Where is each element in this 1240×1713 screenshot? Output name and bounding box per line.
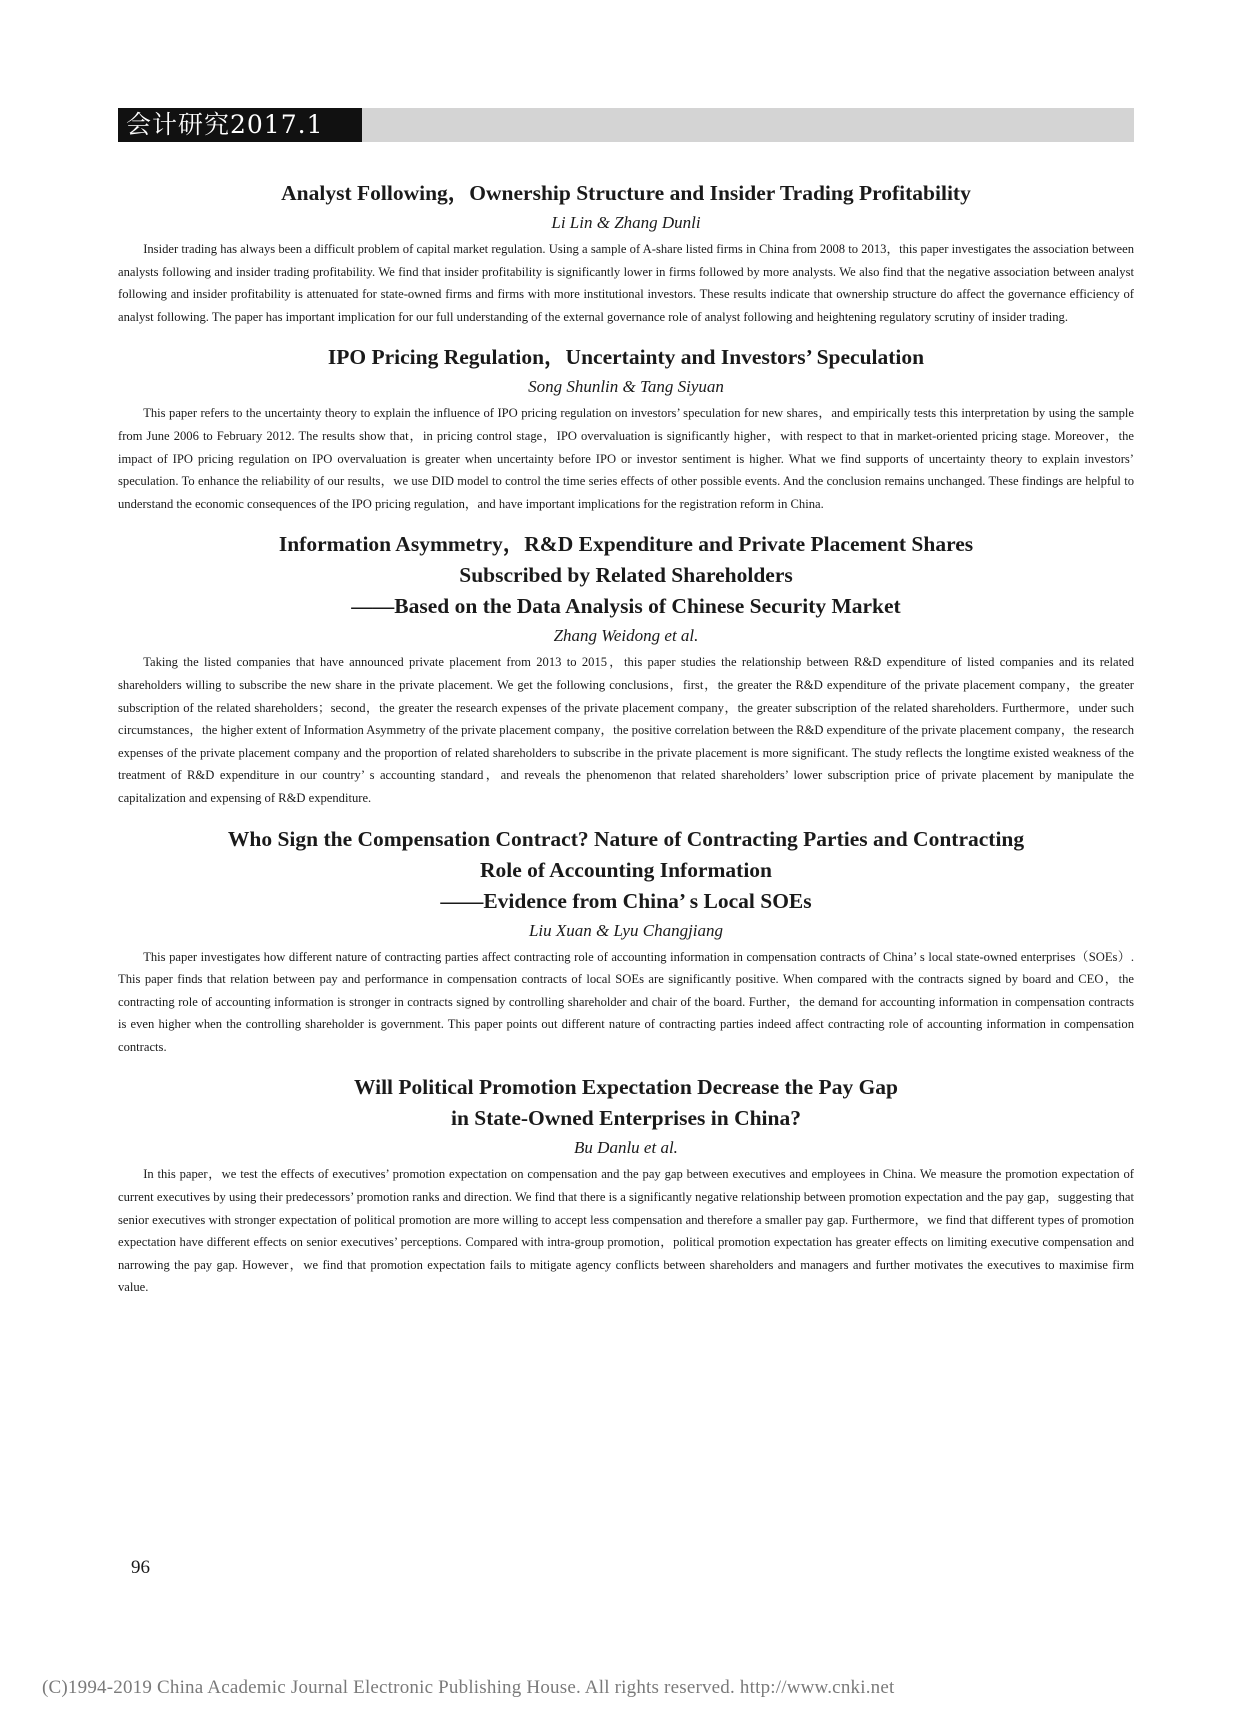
article-title bbox=[118, 824, 1134, 917]
title-line: ——Based on the Data Analysis of Chinese Security Market bbox=[351, 594, 901, 619]
article-authors: Bu Danlu et al. bbox=[574, 1138, 678, 1158]
article-abstract: Taking the listed companies that have announced private placement from 2013 to 2015，this paper studies the relationship between R&D expenditure of listed companies and its related shareholders willing to subscribe the new share in the private placement. We get the following conclusions，first，the greater the R&D expenditure of the private placement company，the greater subscription of the related shareholders；second，the greater the research expenses of the private placement company，the greater subscription of the related shareholders. Furthermore，under such circumstances，the higher extent of Information Asymmetry of the private placement company，the positive correlation between the R&D expenditure of the private placement company，the research expenses of the private placement company and the proportion of related shareholders to subscribe in the private placement is more significant. The study reflects the longtime existed weakness of the treatment of R&D expenditure in our country’ s accounting standard，and reveals the phenomenon that related shareholders’ lower subscription price of private placement by manipulate the capitalization and expensing of R&D expenditure. bbox=[118, 655, 1134, 805]
title-line: Subscribed by Related Shareholders bbox=[459, 563, 793, 588]
article-title bbox=[118, 1072, 1134, 1134]
article-3 bbox=[118, 529, 1134, 809]
article-abstract: This paper investigates how different nature of contracting parties affect contracting role of accounting information in compensation contracts of China’ s local state-owned enterprises（SOEs）. This paper finds that relation between pay and performance in compensation contracts of local SOEs are significantly positive. When compared with the contracts signed by board and CEO，the contracting role of accounting information is stronger in contracts signed by controlling shareholder and chair of the board. Further，the demand for accounting information in compensation contracts is even higher when the controlling shareholder is government. This paper points out different nature of contracting parties indeed affect contracting role of accounting information in compensation contracts. bbox=[118, 949, 1134, 1054]
page-number: 96 bbox=[131, 1557, 150, 1578]
article-title bbox=[118, 342, 1134, 373]
title-line: Role of Accounting Information bbox=[479, 857, 773, 882]
article-abstract: Insider trading has always been a difficult problem of capital market regulation. Using a sample of A-share listed firms in China from 2008 to 2013，this paper investigates the association between analysts following and insider trading profitability. We find that insider profitability is significantly lower in firms followed by more analysts. We also find that the negative association between analyst following and insider profitability is attenuated for state-owned firms and firms with more institutional investors. These results indicate that ownership structure do affect the governance efficiency of analyst following. The paper has important implication for our full understanding of the external governance role of analyst following and heightening regulatory scrutiny of insider trading. bbox=[118, 242, 1134, 324]
title-line: Will Political Promotion Expectation Decrease the Pay Gap bbox=[354, 1075, 898, 1100]
article-title bbox=[118, 178, 1134, 209]
title-line: in State-Owned Enterprises in China? bbox=[450, 1106, 801, 1131]
article-authors: Zhang Weidong et al. bbox=[553, 626, 699, 646]
journal-header-bar bbox=[118, 108, 1134, 142]
article-abstract: This paper refers to the uncertainty theory to explain the influence of IPO pricing regulation on investors’ speculation for new shares，and empirically tests this interpretation by using the sample from June 2006 to February 2012. The results show that，in pricing control stage，IPO overvaluation is significantly higher，with respect to that in market-oriented pricing stage. Moreover，the impact of IPO pricing regulation on IPO overvaluation is greater when uncertainty before IPO or investor sentiment is higher. What we find supports of uncertainty theory to explain investors’ speculation. To enhance the reliability of our results，we use DID model to control the time series effects of other possible events. And the conclusion remains unchanged. These findings are helpful to understand the economic consequences of the IPO pricing regulation，and have important implications for the registration reform in China. bbox=[118, 406, 1134, 511]
article-title bbox=[118, 529, 1134, 622]
article-abstract: In this paper，we test the effects of executives’ promotion expectation on compensation and the pay gap between executives and employees in China. We measure the promotion expectation of current executives by using their predecessors’ promotion ranks and direction. We find that there is a significantly negative relationship between promotion expectation and the pay gap，suggesting that senior executives with stronger expectation of political promotion are more willing to accept less compensation and therefore a smaller pay gap. Furthermore，we find that different types of promotion expectation have different effects on senior executives’ perceptions. Compared with intra-group promotion，political promotion expectation has greater effects on limiting executive compensation and narrowing the pay gap. However，we find that promotion expectation fails to mitigate agency conflicts between shareholders and managers and further motivates the executives to maximise firm value. bbox=[118, 1167, 1134, 1295]
journal-header-label: 会计研究2017.1 bbox=[118, 108, 362, 142]
article-authors: Song Shunlin & Tang Siyuan bbox=[528, 377, 724, 397]
article-5 bbox=[118, 1072, 1134, 1299]
title-line: IPO Pricing Regulation，Uncertainty and Investors’ Speculation bbox=[327, 345, 925, 370]
title-line: ——Evidence from China’ s Local SOEs bbox=[440, 888, 812, 913]
article-4 bbox=[118, 824, 1134, 1059]
article-2 bbox=[118, 342, 1134, 515]
article-authors: Li Lin & Zhang Dunli bbox=[551, 213, 701, 232]
article-1 bbox=[118, 178, 1134, 328]
copyright-footer: (C)1994-2019 China Academic Journal Electronic Publishing House. All rights reserved. http://www.cnki.net bbox=[42, 1677, 895, 1698]
article-list bbox=[118, 178, 1134, 1313]
title-line: Information Asymmetry，R&D Expenditure and Private Placement Shares bbox=[278, 532, 974, 557]
article-authors: Liu Xuan & Lyu Changjiang bbox=[528, 920, 724, 940]
title-line: Analyst Following，Ownership Structure and Insider Trading Profitability bbox=[281, 181, 971, 205]
title-line: Who Sign the Compensation Contract? Nature of Contracting Parties and Contracting bbox=[227, 826, 1025, 851]
